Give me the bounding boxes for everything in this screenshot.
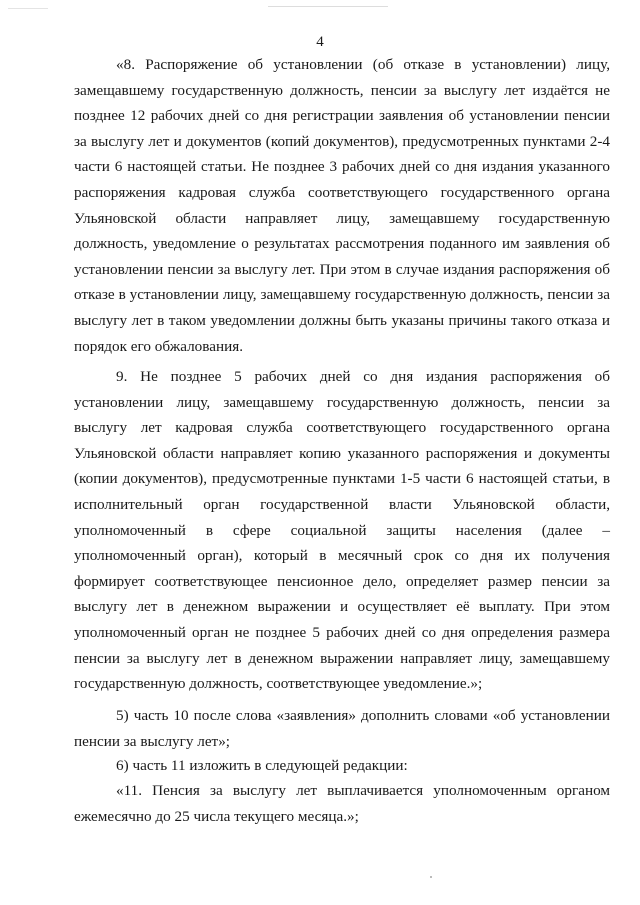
page-number: 4 — [316, 34, 324, 50]
scan-artifact-bottom — [430, 876, 432, 878]
paragraph-item-8: «8. Распоряжение об установлении (об отказе в установлении) лицу, замещавшему государственную должность, пенсии за выслугу лет издаётся не позднее 12 рабочих дней со дня регистрации заявления об установлении пенсии за выслугу лет и документов (копий документов), предусмотренных пунктами 2-4 части 6 настоящей статьи. Не позднее 3 рабочих дней со дня издания указанного распоряжения кадровая служба соответствующего государственного органа Ульяновской области направляет лицу, замещавшему государственную должность, уведомление о результатах рассмотрения поданного им заявления об установлении пенсии за выслугу лет. При этом в случае издания распоряжения об отказе в установлении лицу, замещавшему государственную должность, пенсии за выслугу лет в таком уведомлении должны быть указаны причины такого отказа и порядок его обжалования. — [74, 56, 610, 355]
paragraph-amendment-5: 5) часть 10 после слова «заявления» дополнить словами «об установлении пенсии за выслугу лет»; — [74, 707, 610, 750]
paragraph-item-11: «11. Пенсия за выслугу лет выплачивается уполномоченным органом ежемесячно до 25 числа текущего месяца.»; — [74, 782, 610, 825]
paragraph-amendment-6: 6) часть 11 изложить в следующей редакции: — [116, 757, 408, 774]
scan-artifact-corner — [8, 8, 48, 9]
scan-artifact-top — [268, 6, 388, 7]
paragraph-item-9: 9. Не позднее 5 рабочих дней со дня издания распоряжения об установлении лицу, замещавшему государственную должность, пенсии за выслугу лет кадровая служба соответствующего государственного органа Ульяновской области направляет копию указанного распоряжения и документы (копии документов), предусмотренные пунктами 1-5 части 6 настоящей статьи, в исполнительный орган государственной власти Ульяновской области, уполномоченный в сфере социальной защиты населения (далее – уполномоченный орган), который в месячный срок со дня их получения формирует соответствующее пенсионное дело, определяет размер пенсии за выслугу лет в денежном выражении и осуществляет её выплату. При этом уполномоченный орган не позднее 5 рабочих дней со дня определения размера пенсии за выслугу лет в денежном выражении направляет лицу, замещавшему государственную должность, соответствующее уведомление.»; — [74, 368, 610, 693]
